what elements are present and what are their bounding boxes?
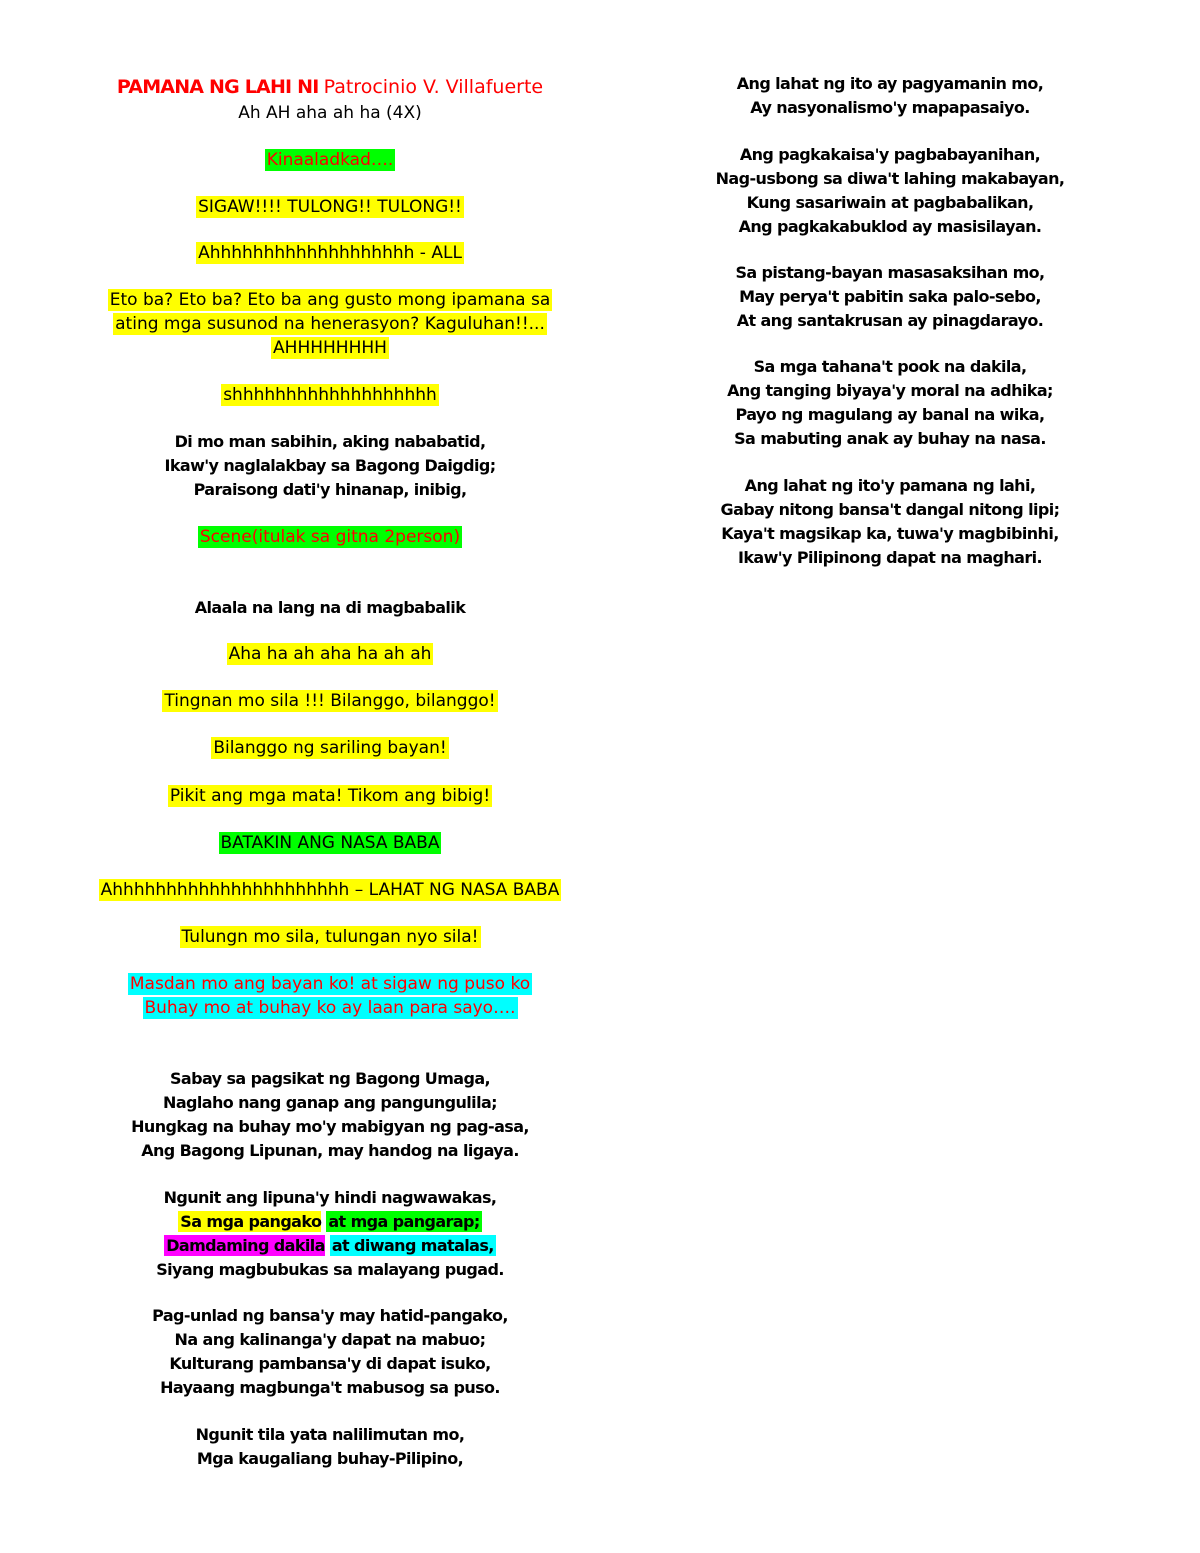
verse-line: Kulturang pambansa'y di dapat isuko, (169, 1354, 491, 1373)
title-main: PAMANA NG LAHI NI (116, 76, 319, 98)
cue-line (80, 288, 580, 312)
verse-line: Payo ng magulang ay banal na wika, (735, 405, 1045, 424)
cue-line (80, 312, 580, 336)
verse-line: Ang lahat ng ito ay pagyamanin mo, (736, 74, 1044, 93)
cue-line (80, 336, 580, 360)
chant-line: Ah AH aha ah ha (4X) (238, 103, 422, 123)
cue-line (80, 383, 580, 407)
highlight-yellow: ating mga susunod na henerasyon? Kaguluhan!!... (115, 314, 545, 334)
highlight-yellow: Aha ha ah aha ha ah ah (228, 644, 432, 664)
verse-line: Alaala na lang na di magbabalik (194, 598, 466, 617)
verse-line: Di mo man sabihin, aking nababatid, (174, 432, 486, 451)
cue-line (80, 784, 580, 808)
verse-line: Na ang kalinanga'y dapat na mabuo; (174, 1330, 486, 1349)
cue-line (80, 689, 580, 713)
verse-line: Sa mabuting anak ay buhay na nasa. (734, 429, 1046, 448)
highlight-green: Scene(itulak sa gitna 2person) (199, 527, 461, 547)
cue-line (80, 972, 580, 996)
cue-line (80, 148, 580, 172)
title-author: Patrocinio V. Villafuerte (323, 76, 544, 98)
highlight-green: BATAKIN ANG NASA BABA (220, 833, 440, 853)
cue-line (80, 241, 580, 265)
verse-line: Naglaho nang ganap ang pangungulila; (163, 1093, 497, 1112)
highlight-yellow: Ahhhhhhhhhhhhhhhhhhh - ALL (198, 243, 462, 263)
verse-line: Mga kaugaliang buhay-Pilipino, (196, 1449, 464, 1468)
verse-line: Sa mga tahana't pook na dakila, (753, 357, 1027, 376)
title-line (80, 75, 580, 99)
cue-line (80, 525, 580, 549)
verse-line: May perya't pabitin saka palo-sebo, (739, 287, 1041, 306)
highlight-yellow: shhhhhhhhhhhhhhhhhhh (223, 385, 437, 405)
verse-line: Ang Bagong Lipunan, may handog na ligaya. (141, 1141, 519, 1160)
verse-line: Gabay nitong bansa't dangal nitong lipi; (720, 500, 1060, 519)
highlight-yellow: Pikit ang mga mata! Tikom ang bibig! (169, 786, 491, 806)
highlight-green: at mga pangarap; (328, 1212, 480, 1231)
highlight-cyan: at diwang matalas, (331, 1236, 494, 1255)
verse-line: Kung sasariwain at pagbabalikan, (746, 193, 1034, 212)
highlight-yellow: Ahhhhhhhhhhhhhhhhhhhhhh – LAHAT NG NASA BABA (100, 880, 560, 900)
verse-line: Pag-unlad ng bansa'y may hatid-pangako, (152, 1306, 508, 1325)
highlight-yellow: Tingnan mo sila !!! Bilanggo, bilanggo! (164, 691, 496, 711)
highlight-green: Kinaaladkad…. (266, 150, 394, 170)
highlight-yellow: Tulungn mo sila, tulungan nyo sila! (181, 927, 479, 947)
cue-line (80, 642, 580, 666)
verse-line: Ang pagkakabuklod ay masisilayan. (738, 217, 1042, 236)
verse-line: Ngunit tila yata nalilimutan mo, (195, 1425, 465, 1444)
cue-line (80, 996, 580, 1020)
verse-line: Ikaw'y naglalakbay sa Bagong Daigdig; (164, 456, 496, 475)
cue-line (80, 831, 580, 855)
verse-line (80, 1234, 580, 1258)
verse-line: Sa pistang-bayan masasaksihan mo, (735, 263, 1045, 282)
verse-line: Ngunit ang lipuna'y hindi nagwawakas, (163, 1188, 497, 1207)
verse-line: Ikaw'y Pilipinong dapat na maghari. (737, 548, 1043, 567)
highlight-yellow: SIGAW!!!! TULONG!! TULONG!! (198, 197, 462, 217)
verse-line: Ay nasyonalismo'y mapapasaiyo. (750, 98, 1030, 117)
highlight-yellow: Bilanggo ng sariling bayan! (213, 738, 447, 758)
verse-line: At ang santakrusan ay pinagdarayo. (736, 311, 1044, 330)
verse-line: Hayaang magbunga't mabusog sa puso. (160, 1378, 500, 1397)
highlight-yellow: Eto ba? Eto ba? Eto ba ang gusto mong ipamana sa (109, 290, 551, 310)
highlight-yellow: Sa mga pangako (180, 1212, 322, 1231)
cue-line (80, 878, 580, 902)
verse-line: Siyang magbubukas sa malayang pugad. (156, 1260, 504, 1279)
cue-line (80, 925, 580, 949)
verse-line: Paraisong dati'y hinanap, inibig, (193, 480, 467, 499)
cue-line (80, 736, 580, 760)
highlight-magenta: Damdaming dakila (166, 1236, 325, 1255)
verse-line: Ang tanging biyaya'y moral na adhika; (727, 381, 1053, 400)
verse-line: Kaya't magsikap ka, tuwa'y magbibinhi, (721, 524, 1059, 543)
highlight-yellow: AHHHHHHHH (273, 338, 387, 358)
verse-line: Sabay sa pagsikat ng Bagong Umaga, (170, 1069, 490, 1088)
verse-line: Ang lahat ng ito'y pamana ng lahi, (744, 476, 1036, 495)
cue-line (80, 195, 580, 219)
highlight-cyan: Masdan mo ang bayan ko! at sigaw ng puso ko (129, 974, 531, 994)
highlight-cyan: Buhay mo at buhay ko ay laan para sayo…. (144, 998, 516, 1018)
verse-line: Ang pagkakaisa'y pagbabayanihan, (739, 145, 1041, 164)
verse-line (80, 1210, 580, 1234)
verse-line: Hungkag na buhay mo'y mabigyan ng pag-asa, (131, 1117, 529, 1136)
verse-line: Nag-usbong sa diwa't lahing makabayan, (715, 169, 1065, 188)
